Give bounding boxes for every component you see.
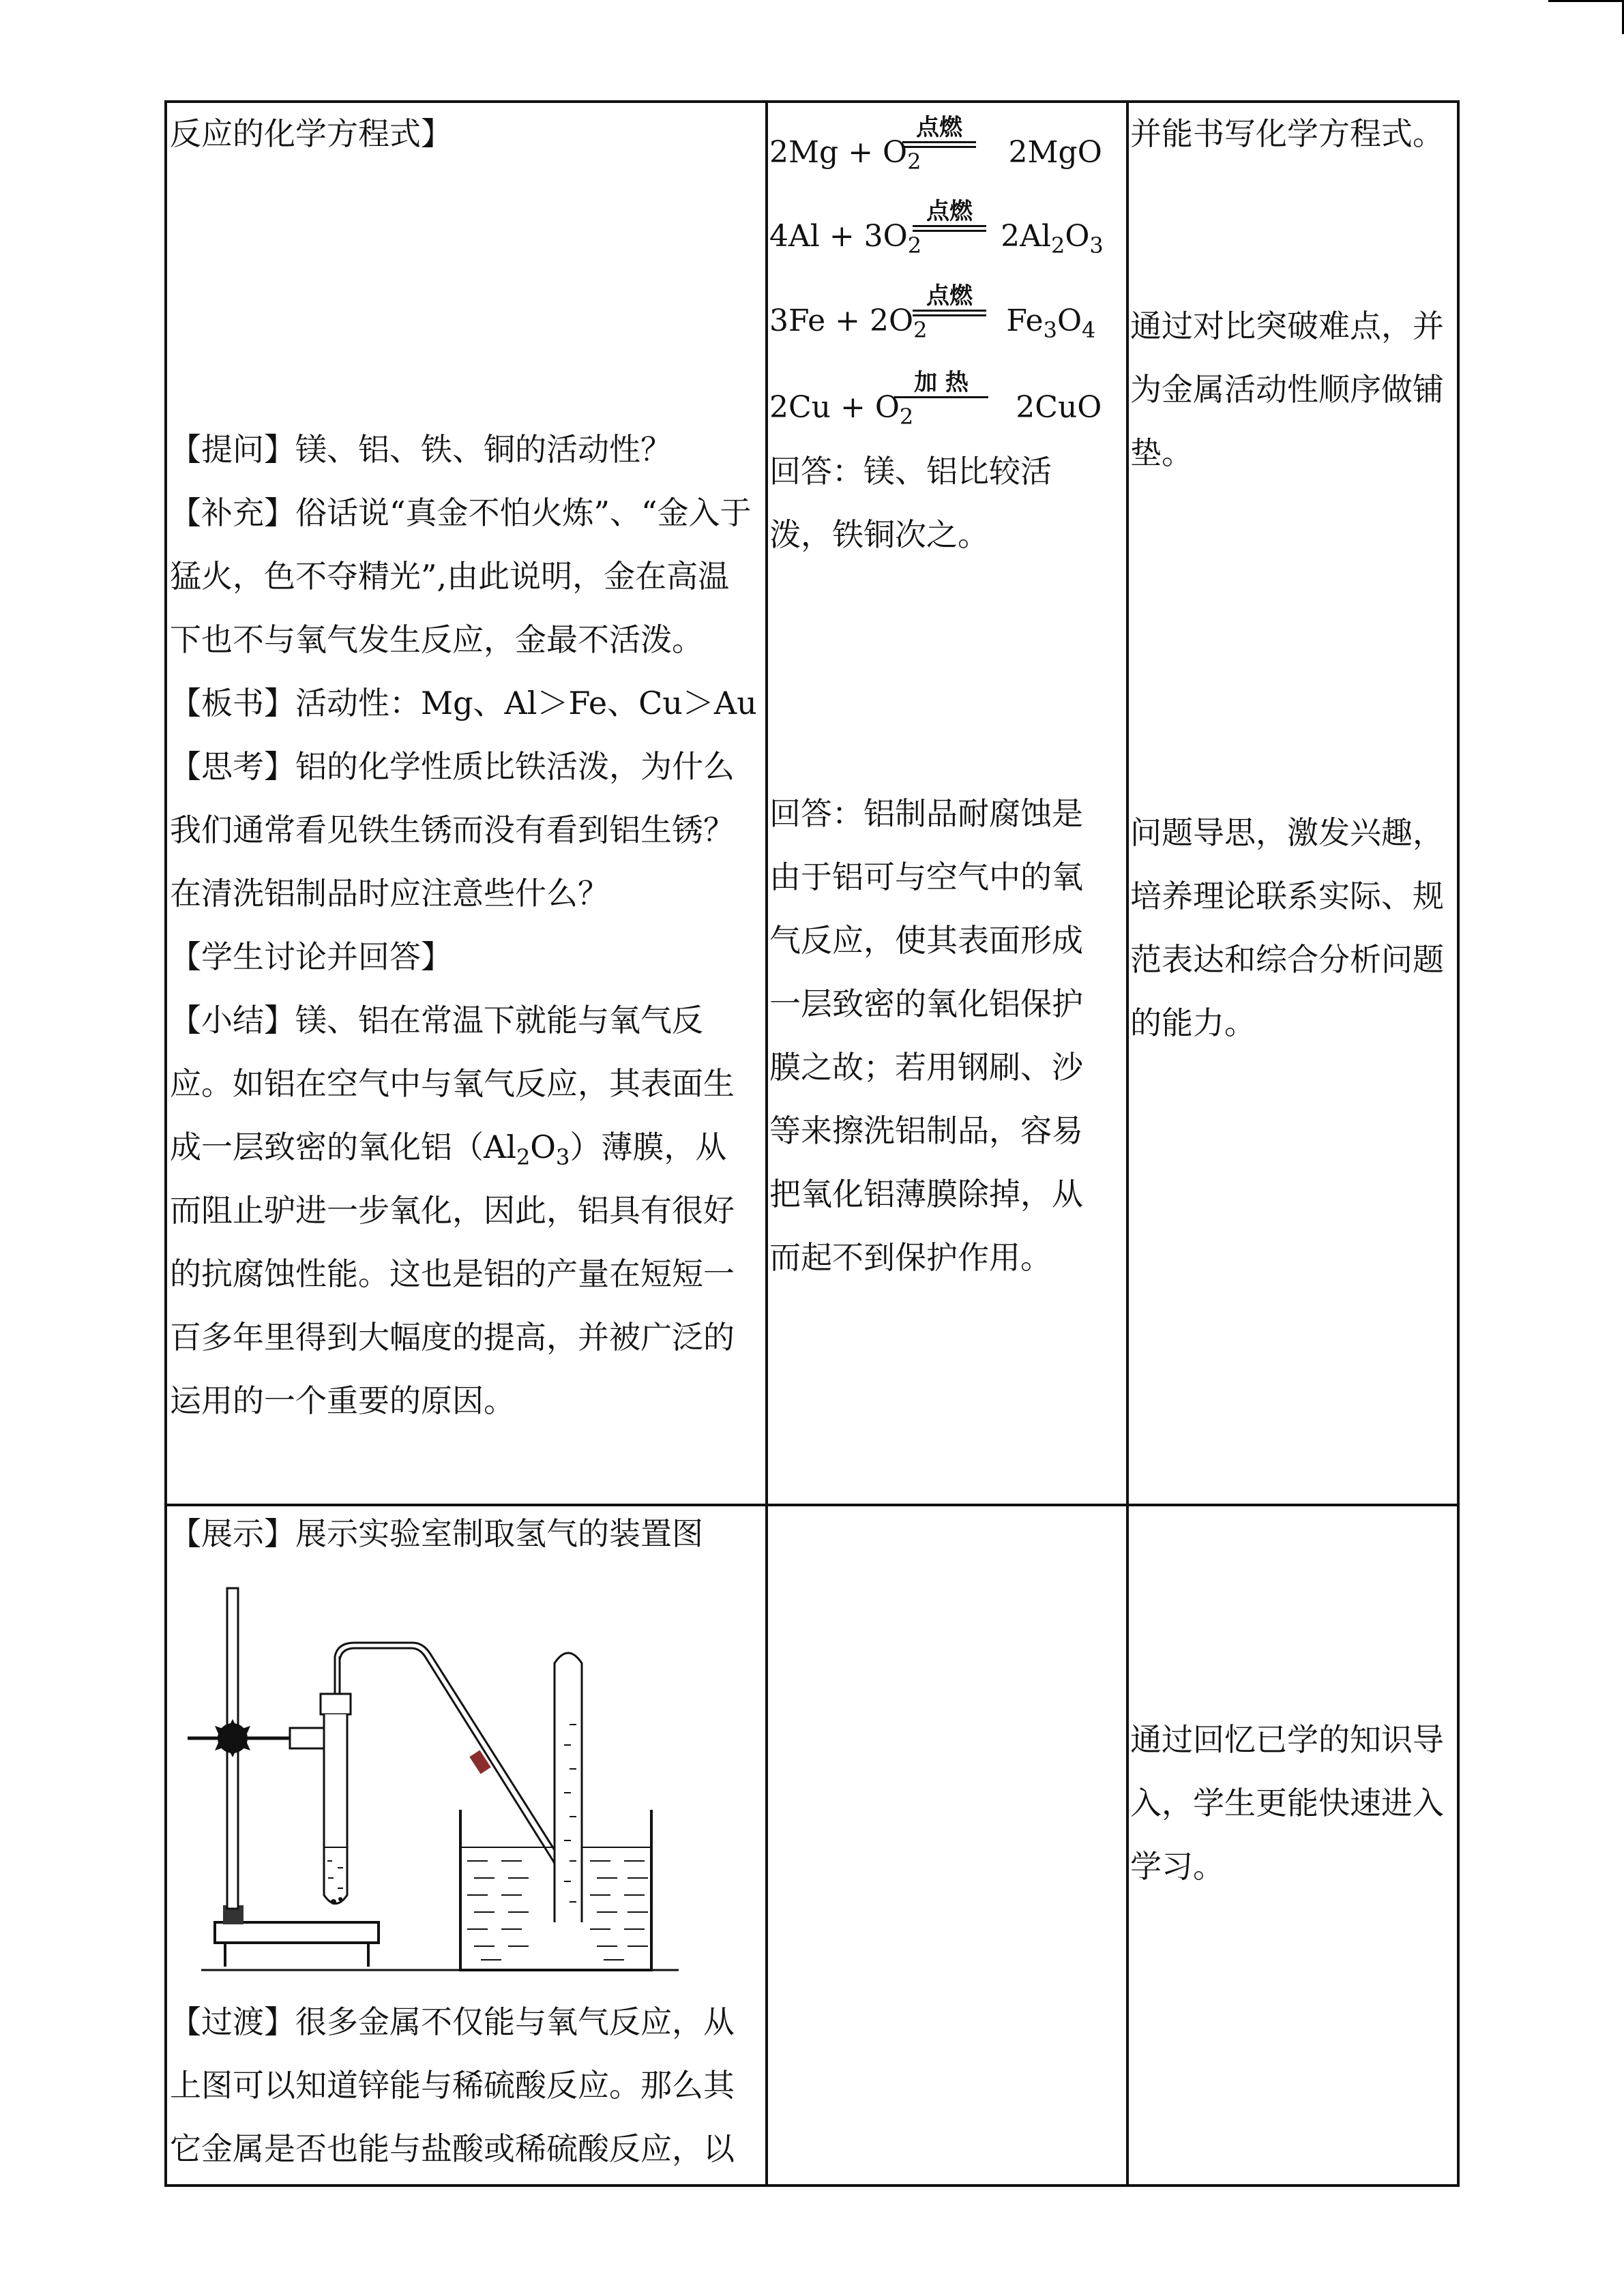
condition-ignite: 点燃 bbox=[916, 114, 962, 141]
answer-corrosion: 一层致密的氧化铝保护 bbox=[769, 985, 1083, 1022]
purpose-text: 通过对比突破难点，并 bbox=[1130, 308, 1444, 344]
purpose-text: 垫。 bbox=[1130, 434, 1193, 471]
left-text-line-formula: 成一层致密的氧化铝$(Al_2O_3)$薄膜，从 bbox=[170, 1129, 727, 1170]
left-text-line: 应。如铝在空气中与氧气反应，其表面生 bbox=[170, 1065, 735, 1102]
equals-sign bbox=[913, 225, 986, 232]
lesson-plan-table bbox=[164, 100, 1460, 2187]
left-text-line: 上图可以知道锌能与稀硫酸反应。那么其 bbox=[170, 2067, 735, 2104]
equals-sign bbox=[902, 141, 976, 148]
condition-ignite: 点燃 bbox=[926, 282, 973, 310]
answer-corrosion: 而起不到保护作用。 bbox=[769, 1239, 1052, 1276]
left-text-line: 【思考】铝的化学性质比铁活泼，为什么 bbox=[170, 748, 735, 785]
left-text-line: 它金属是否也能与盐酸或稀硫酸反应，以 bbox=[170, 2130, 735, 2167]
hydrogen-apparatus-diagram bbox=[188, 1575, 692, 1991]
left-text-line: 【过渡】很多金属不仅能与氧气反应，从 bbox=[170, 2003, 735, 2040]
equation-cu: $2Cu + O_2$ 2CuO bbox=[769, 390, 1102, 430]
left-text-line: 【补充】俗话说“真金不怕火炼”、“金入于 bbox=[170, 494, 752, 531]
purpose-text: 范表达和综合分析问题 bbox=[1130, 941, 1444, 978]
left-text-line: 运用的一个重要的原因。 bbox=[170, 1382, 515, 1419]
left-text-line: 【小结】镁、铝在常温下就能与氧气反 bbox=[170, 1002, 703, 1039]
answer-corrosion: 回答：铝制品耐腐蚀是 bbox=[769, 795, 1083, 832]
left-text-line: 我们通常看见铁生锈而没有看到铝生锈？ bbox=[170, 811, 735, 848]
single-line-sign bbox=[894, 396, 988, 399]
answer-corrosion: 等来擦洗铝制品，容易 bbox=[769, 1112, 1083, 1149]
answer-activity: 回答：镁、铝比较活 bbox=[769, 453, 1052, 490]
answer-corrosion: 膜之故；若用钢刷、沙 bbox=[769, 1049, 1083, 1086]
left-text-line: 百多年里得到大幅度的提高，并被广泛的 bbox=[170, 1319, 735, 1356]
right-cell-row1 bbox=[1129, 103, 1460, 1504]
left-text-line: 下也不与氧气发生反应，金最不活泼。 bbox=[170, 621, 703, 658]
answer-corrosion: 气反应，使其表面形成 bbox=[769, 922, 1083, 959]
equation-al: $4Al + 3O_2$ $2Al_2O_3$ bbox=[769, 219, 1104, 258]
purpose-text: 通过回忆已学的知识导 bbox=[1130, 1721, 1444, 1758]
left-text-line: 猛火，色不夺精光”,由此说明，金在高温 bbox=[170, 558, 730, 595]
purpose-text: 培养理论联系实际、规 bbox=[1130, 878, 1444, 914]
answer-corrosion: 由于铝可与空气中的氧 bbox=[769, 859, 1083, 895]
purpose-text: 入，学生更能快速进入 bbox=[1130, 1785, 1444, 1821]
middle-cell-row1 bbox=[768, 103, 1126, 1504]
condition-ignite: 点燃 bbox=[926, 198, 973, 225]
page-corner-mark-horizontal bbox=[1548, 0, 1624, 2]
left-text-line: 【提问】镁、铝、铁、铜的活动性？ bbox=[170, 431, 672, 468]
answer-activity: 泼，铁铜次之。 bbox=[769, 516, 989, 553]
equation-fe: $3Fe + 2O_2$ $Fe_3O_4$ bbox=[769, 303, 1096, 343]
purpose-text: 的能力。 bbox=[1130, 1004, 1256, 1041]
left-cell-row1 bbox=[167, 103, 765, 1504]
purpose-text: 并能书写化学方程式。 bbox=[1130, 115, 1444, 152]
left-text-line: 而阻止驴进一步氧化，因此，铝具有很好 bbox=[170, 1192, 735, 1229]
condition-heat: 加 热 bbox=[914, 369, 969, 396]
left-cell-row2 bbox=[167, 1506, 765, 2187]
left-text-line: 【板书】活动性：Mg、Al＞Fe、Cu＞Au bbox=[170, 685, 757, 721]
equals-sign bbox=[913, 310, 986, 316]
left-text-line: 【展示】展示实验室制取氢气的装置图 bbox=[170, 1515, 703, 1552]
answer-corrosion: 把氧化铝薄膜除掉，从 bbox=[769, 1176, 1083, 1212]
purpose-text: 为金属活动性顺序做铺 bbox=[1130, 371, 1444, 408]
left-text-line: 的抗腐蚀性能。这也是铝的产量在短短一 bbox=[170, 1255, 735, 1292]
left-text-line: 反应的化学方程式】 bbox=[170, 115, 452, 152]
left-text-line: 在清洗铝制品时应注意些什么？ bbox=[170, 875, 609, 912]
equation-mg: $2Mg + O_2$ 2MgO bbox=[769, 135, 1102, 175]
left-text-line: 【学生讨论并回答】 bbox=[170, 938, 452, 975]
purpose-text: 问题导思，激发兴趣， bbox=[1130, 814, 1444, 851]
purpose-text: 学习。 bbox=[1130, 1848, 1224, 1885]
right-cell-row2 bbox=[1129, 1506, 1460, 2187]
